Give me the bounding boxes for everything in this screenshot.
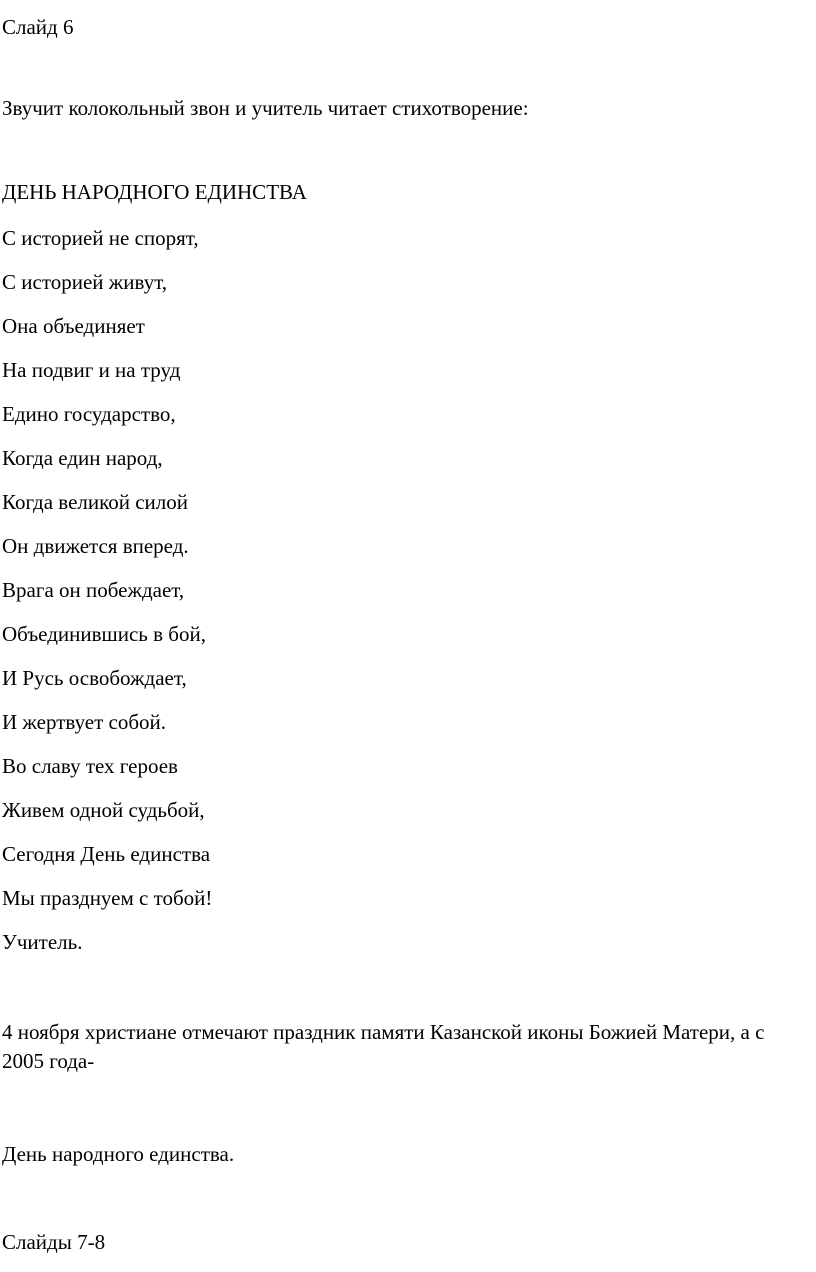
poem-line: Врага он побеждает, <box>2 578 185 602</box>
poem-line: Сегодня День единства <box>2 842 211 866</box>
poem-line: Живем одной судьбой, <box>2 798 205 822</box>
poem-line: С историей живут, <box>2 270 168 294</box>
poem-title: ДЕНЬ НАРОДНОГО ЕДИНСТВА <box>2 180 307 204</box>
poem-line: И жертвует собой. <box>2 710 167 734</box>
poem-line: Объединившись в бой, <box>2 622 206 646</box>
poem-line: И Русь освобождает, <box>2 666 187 690</box>
poem-line: Едино государство, <box>2 402 176 426</box>
poem-line: Когда един народ, <box>2 446 163 470</box>
poem-line: Когда великой силой <box>2 490 189 514</box>
poem-line: Во славу тех героев <box>2 754 178 778</box>
speaker-label: Учитель. <box>2 930 83 954</box>
poem-line: С историей не спорят, <box>2 226 199 250</box>
closing-text: День народного единства. <box>2 1142 235 1166</box>
poem-line: Он движется вперед. <box>2 534 189 558</box>
poem-line: Она объединяет <box>2 314 145 338</box>
poem-line: На подвиг и на труд <box>2 358 181 382</box>
slide-heading: Слайд 6 <box>2 15 74 39</box>
poem-line: Мы празднуем с тобой! <box>2 886 213 910</box>
intro-text: Звучит колокольный звон и учитель читает стихотворение: <box>2 96 529 120</box>
next-slides-heading: Слайды 7-8 <box>2 1230 106 1254</box>
paragraph-text: 4 ноября христиане отмечают праздник памяти Казанской иконы Божией Матери, а с 2005 года- <box>2 1020 765 1073</box>
